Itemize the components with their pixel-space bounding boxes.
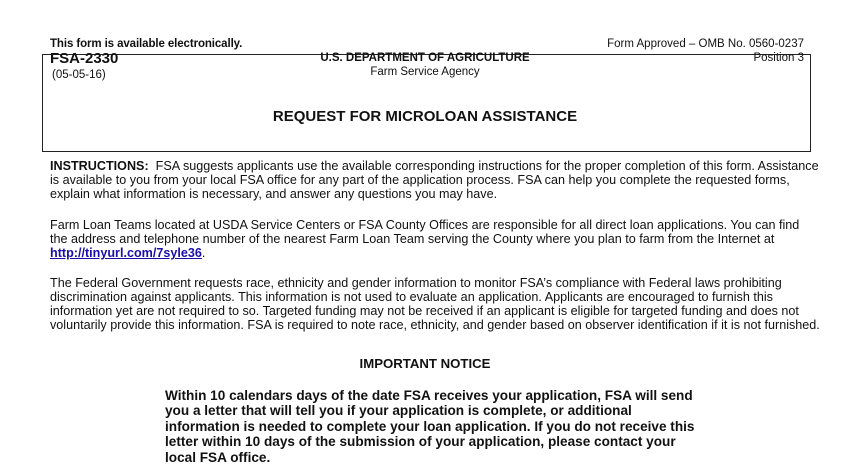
instructions-text: FSA suggests applicants use the available corresponding instructions for the proper completion of this form. Assistance is available to you from your local FSA office for any part of the application process. FSA can help you complete the requested forms, explain what information is necessary, and answer any questions you may have. xyxy=(50,159,819,202)
important-notice-body: Within 10 calendars days of the date FSA receives your application, FSA will send you a letter that will tell you if your application is complete, or additional information is needed to complete your loan application. If you do not receive this letter within 10 days of the submission of your application, please contact your local FSA office. xyxy=(165,388,695,465)
form-date: (05-05-16) xyxy=(52,69,106,81)
form-number: FSA-2330 xyxy=(50,50,119,67)
farm-loan-teams-text: Farm Loan Teams located at USDA Service Centers or FSA County Offices are responsible for all direct loan applications. You can find the address and telephone number of the nearest Farm Loan Team serving the County where you plan to farm from the Internet at xyxy=(50,218,800,247)
instructions-paragraph xyxy=(50,159,820,201)
availability-note: This form is available electronically. xyxy=(50,38,243,50)
form-title: REQUEST FOR MICROLOAN ASSISTANCE xyxy=(272,108,578,125)
demographics-text: The Federal Government requests race, ethnicity and gender information to monitor FSA’s compliance with Federal laws prohibiting discrimination against applicants. This information is not used to evaluate an application. Applicants are encouraged to furnish this information yet are not required to so. Targeted funding may not be received if an applicant is eligible for targeted funding and does not voluntarily provide this information. FSA is required to note race, ethnicity, and gender based on observer identification if it is not furnished. xyxy=(50,276,820,333)
omb-approval: Form Approved – OMB No. 0560-0237 xyxy=(607,38,804,50)
agency-name: Farm Service Agency xyxy=(370,66,480,78)
position-label: Position 3 xyxy=(753,52,804,64)
instructions-label: INSTRUCTIONS: xyxy=(50,159,149,173)
important-notice-title: IMPORTANT NOTICE xyxy=(359,356,491,371)
link-period: . xyxy=(201,246,206,261)
office-locator-link[interactable]: http://tinyurl.com/7syle36 xyxy=(50,246,202,261)
demographics-paragraph xyxy=(50,276,820,332)
farm-loan-teams-paragraph xyxy=(50,218,820,260)
department-name: U.S. DEPARTMENT OF AGRICULTURE xyxy=(320,52,530,64)
